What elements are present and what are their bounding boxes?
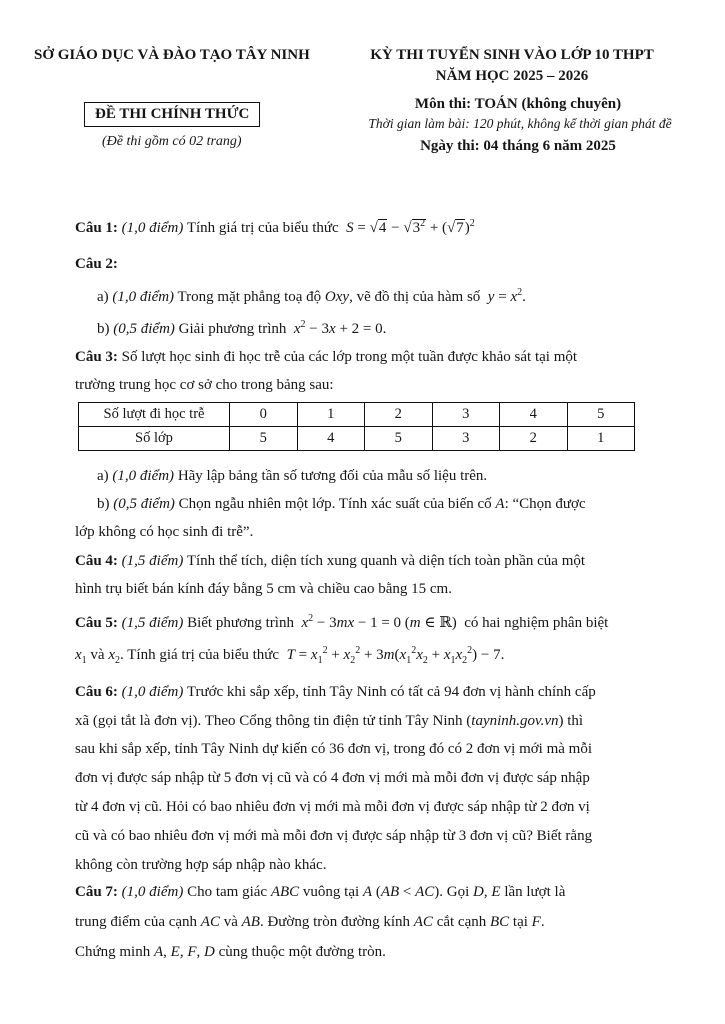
official-label: ĐỀ THI CHÍNH THỨC [84,102,260,127]
table-cell: 4 [500,403,568,427]
late-students-table [78,402,635,451]
q7-line1: Câu 7: (1,0 điểm) Cho tam giác ABC vuông tại A (AB < AC). Gọi D, E lần lượt là [75,884,566,900]
q1-points: (1,0 điểm) [121,220,184,236]
table-cell: 5 [365,427,433,451]
q3b-line: b) (0,5 điểm) Chọn ngẫu nhiên một lớp. Tính xác suất của biến cố A: “Chọn được [97,496,586,512]
q7-line3: Chứng minh A, E, F, D cùng thuộc một đường tròn. [75,944,386,960]
q6-line2: xã (gọi tắt là đơn vị). Theo Cổng thông tin điện tử tỉnh Tây Ninh (tayninh.gov.vn) thì [75,713,584,729]
q6-line7: không còn trường hợp sáp nhập nào khác. [75,857,327,873]
table-row [79,403,635,427]
pages-note: (Đề thi gồm có 02 trang) [102,134,242,149]
table-cell: 4 [297,427,365,451]
table-header-cell: Số lượt đi học trễ [79,403,230,427]
q5-line1: Câu 5: (1,5 điểm) Biết phương trình $x^2 - 3mx - 1 = 0$ (m ∈ ℝ) có hai nghiệm phân biệt [75,613,609,631]
table-cell: 5 [567,403,635,427]
school-year: NĂM HỌC 2025 – 2026 [435,68,589,84]
table-cell: 3 [432,427,500,451]
q1-formula: $S = √4 - √3^2 + (√7)^2$ [346,218,475,236]
q1-text: Tính giá trị của biểu thức [186,220,339,236]
q2-label: Câu 2: [75,256,118,272]
duration: Thời gian làm bài: 120 phút, không kể thời gian phát đề [368,116,672,131]
q3b-line2: lớp không có học sinh đi trễ”. [75,524,254,540]
q6-line6: cũ và có bao nhiêu đơn vị mới mà mỗi đơn vị được sáp nhập từ 3 đơn vị cũ? Biết rằng [75,828,593,844]
table-row [79,427,635,451]
exam-date: Ngày thi: 04 tháng 6 năm 2025 [420,138,616,154]
table-cell: 2 [500,427,568,451]
q1-label: Câu 1: [75,220,118,236]
q6-line4: đơn vị được sáp nhập từ 5 đơn vị cũ và có 4 đơn vị mới mà mỗi đơn vị được sáp nhập [75,770,590,786]
table-cell: 1 [567,427,635,451]
table-cell: 1 [297,403,365,427]
subject: Môn thi: TOÁN (không chuyên) [414,96,622,112]
exam-title: KỲ THI TUYỂN SINH VÀO LỚP 10 THPT [370,47,654,63]
table-cell: 3 [432,403,500,427]
table-cell: 2 [365,403,433,427]
q6-line3: sau khi sắp xếp, tỉnh Tây Ninh dự kiến có 36 đơn vị, trong đó có 2 đơn vị mới mà mỗi [75,741,593,757]
q3a-line: a) (1,0 điểm) Hãy lập bảng tần số tương đối của mẫu số liệu trên. [97,468,488,484]
q6-line5: từ 4 đơn vị cũ. Hỏi có bao nhiêu đơn vị mới mà mỗi đơn vị được sáp nhập từ 2 đơn vị [75,799,590,815]
table-header-cell: Số lớp [79,427,230,451]
q5-line2: $x_1$ và $x_2$. Tính giá trị của biểu thức $T = x_1^2 + x_2^2 + 3m(x_1^2x_2 + x_1x_2^2) - 7$. [75,645,505,666]
department-name: SỞ GIÁO DỤC VÀ ĐÀO TẠO TÂY NINH [34,47,310,63]
q7-line2: trung điểm của cạnh AC và AB. Đường tròn đường kính AC cắt cạnh BC tại F. [75,914,545,930]
q4-line1: Câu 4: (1,5 điểm) Tính thể tích, diện tích xung quanh và diện tích toàn phần của một [75,553,586,569]
q4-line2: hình trụ biết bán kính đáy bằng 5 cm và chiều cao bằng 15 cm. [75,581,452,597]
q3-line2: trường trung học cơ sở cho trong bảng sau: [75,377,334,393]
q6-line1: Câu 6: (1,0 điểm) Trước khi sắp xếp, tỉnh Tây Ninh có tất cả 94 đơn vị hành chính cấp [75,684,596,700]
question-1 [75,220,475,237]
q2b-line: b) (0,5 điểm) Giải phương trình $x^2 - 3x + 2 = 0$. [97,319,387,337]
q3-line1: Câu 3: Số lượt học sinh đi học trễ của các lớp trong một tuần được khảo sát tại một [75,349,578,365]
website-link: tayninh.gov.vn [471,713,559,729]
table-cell: 0 [230,403,298,427]
q2a-line: a) (1,0 điểm) Trong mặt phẳng toạ độ Oxy, vẽ đồ thị của hàm số $y = x^2$. [97,287,526,305]
table-cell: 5 [230,427,298,451]
